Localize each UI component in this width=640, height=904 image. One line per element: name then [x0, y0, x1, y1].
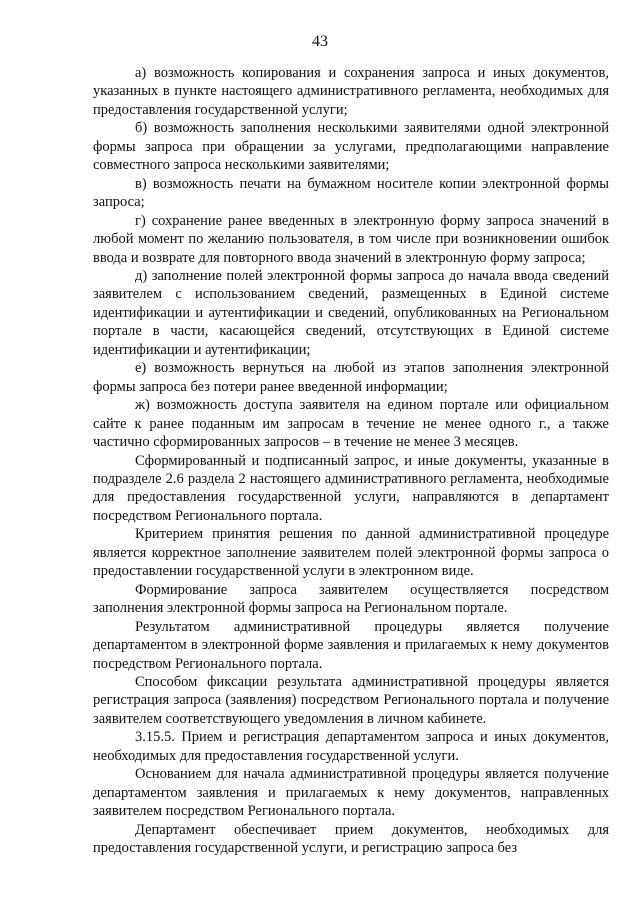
paragraph-item-v: в) возможность печати на бумажном носителе копии электронной формы запроса; — [93, 175, 609, 211]
paragraph-department-ensures: Департамент обеспечивает прием документов, необходимых для предоставления государственной услуги, и регистрацию запроса без — [93, 821, 609, 857]
paragraph-item-b: б) возможность заполнения несколькими заявителями одной электронной формы запроса при обращении за услугами, предполагающими направление совместного запроса несколькими заявителями; — [93, 120, 609, 174]
paragraph-procedure-basis: Основанием для начала административной процедуры является получение департаментом заявления и прилагаемых к нему документов, направленных заявителем посредством Регионального портала. — [93, 766, 609, 820]
paragraph-item-e: е) возможность вернуться на любой из этапов заполнения электронной формы запроса без потери ранее введенной информации; — [93, 360, 609, 395]
paragraph-section-3-15-5: 3.15.5. Прием и регистрация департаментом запроса и иных документов, необходимых для предоставления государственной услуги. — [93, 729, 609, 764]
paragraph-item-g: г) сохранение ранее введенных в электронную форму запроса значений в любой момент по желанию пользователя, в том числе при возникновении ошибок ввода и возврате для повторного ввода значений в электронную форму запроса; — [93, 212, 609, 266]
paragraph-item-a: а) возможность копирования и сохранения запроса и иных документов, указанных в пункте настоящего административного регламента, необходимых для предоставления государственной услуги; — [93, 65, 609, 118]
page-number: 43 — [312, 33, 328, 50]
paragraph-request-formation: Формирование запроса заявителем осуществляется посредством заполнения электронной формы запроса на Региональном портале. — [93, 581, 609, 617]
paragraph-decision-criterion: Критерием принятия решения по данной административной процедуре является корректное заполнение заявителем полей электронной формы запроса о предоставлении государственной услуги в электронном виде. — [93, 526, 609, 580]
paragraph-item-d: д) заполнение полей электронной формы запроса до начала ввода сведений заявителем с использованием сведений, размещенных в Единой системе идентификации и аутентификации и сведений, опубликованных на Региональном портале в части, касающейся сведений, отсутствующих в Единой системе идентификации и аутентификации; — [93, 267, 609, 358]
paragraph-result-recording: Способом фиксации результата административной процедуры является регистрация запроса (заявления) посредством Регионального портала и получение заявителем соответствующего уведомления в личном кабинете. — [93, 673, 609, 727]
document-body — [93, 64, 609, 857]
paragraph-procedure-result: Результатом административной процедуры является получение департаментом в электронной форме заявления и прилагаемых к нему документов посредством Регионального портала. — [93, 618, 609, 672]
paragraph-submitted-request: Сформированный и подписанный запрос, и иные документы, указанные в подразделе 2.6 раздела 2 настоящего административного регламента, необходимые для предоставления государственной услуги, направляются в департамент посредством Регионального портала. — [93, 452, 609, 524]
paragraph-item-zh: ж) возможность доступа заявителя на едином портале или официальном сайте к ранее поданным им запросам в течение не менее одного г., а также частично сформированных запросов – в течение не менее 3 месяцев. — [93, 397, 609, 451]
